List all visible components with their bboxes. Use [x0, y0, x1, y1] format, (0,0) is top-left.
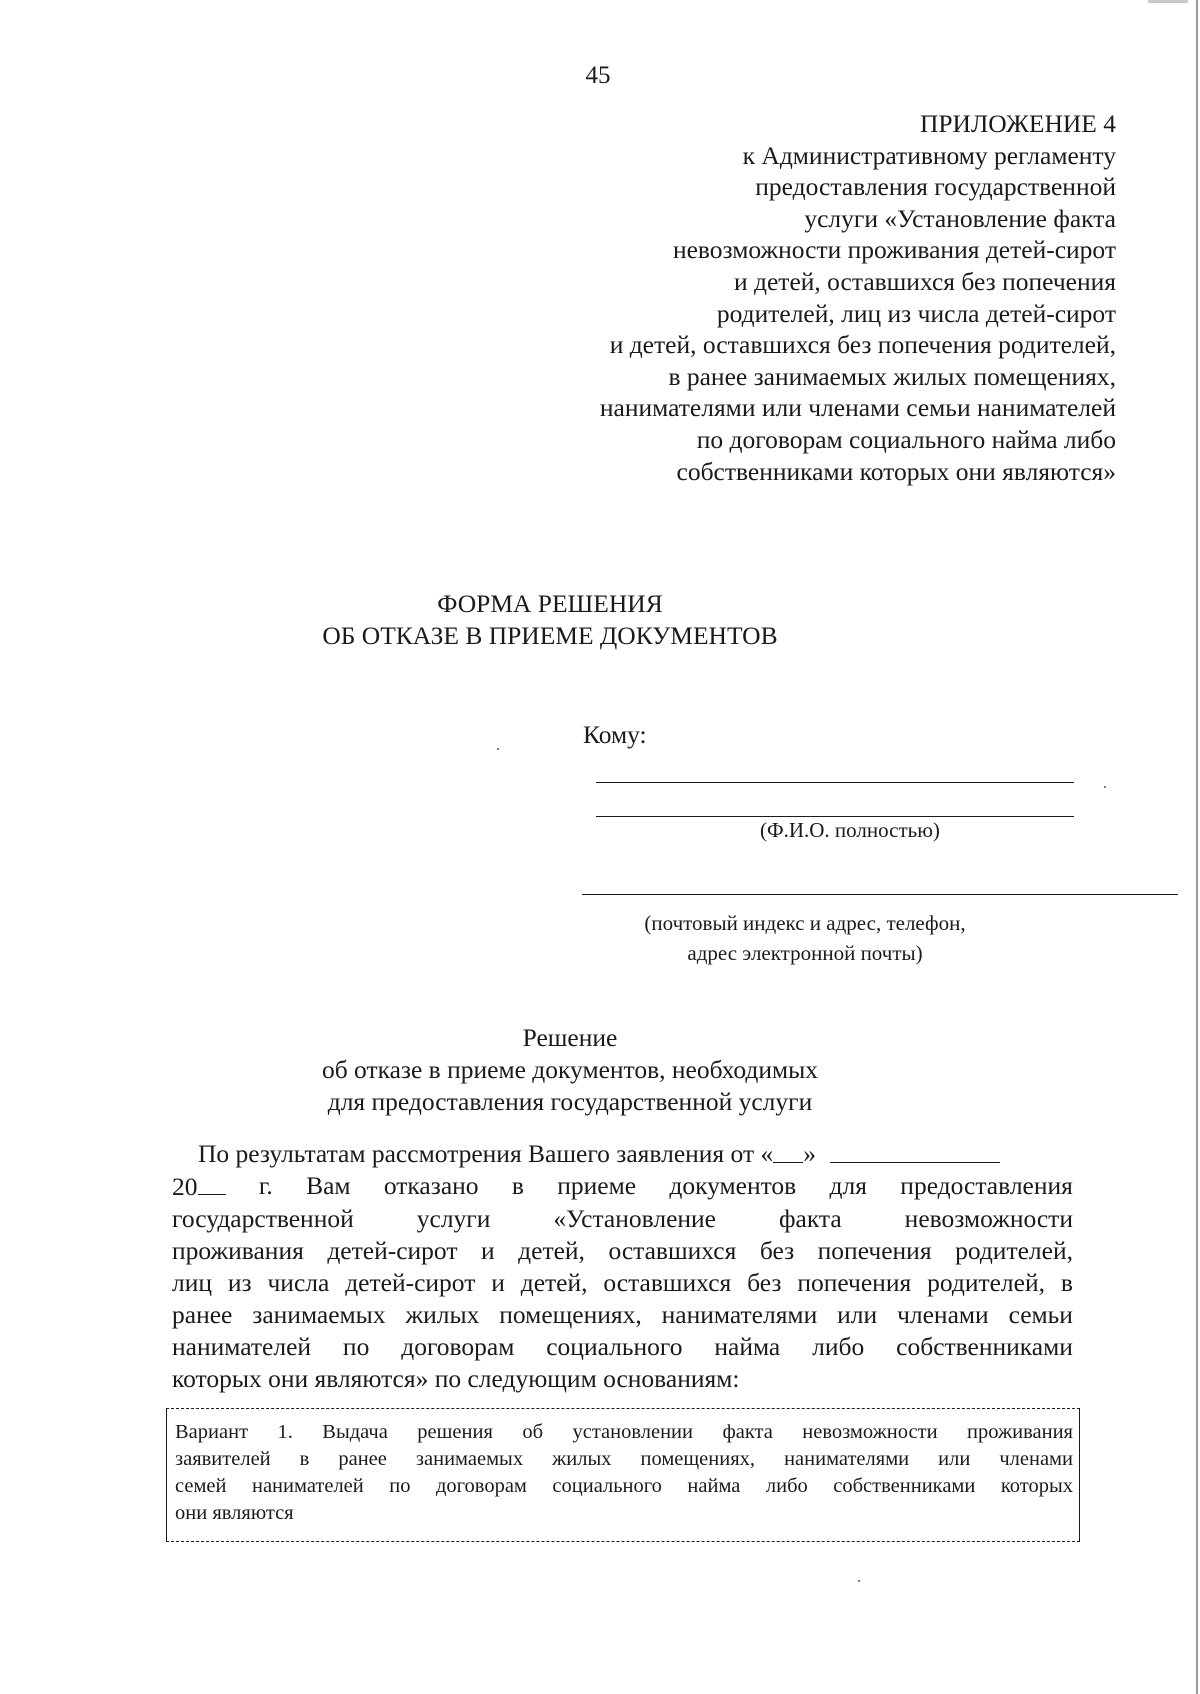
body-word: нанимателями [661, 1300, 818, 1329]
body-line-1 [172, 1138, 1073, 1170]
body-word: членами [897, 1300, 989, 1329]
variant-word: собственниками [833, 1475, 976, 1497]
body-word: детей, [518, 1236, 585, 1265]
variant-word: факта [722, 1421, 773, 1443]
form-title [0, 588, 1200, 652]
decision-subtitle-line2: для предоставления государственной услуги [327, 1087, 813, 1116]
variant-word: решения [417, 1421, 493, 1443]
body-word: документов [669, 1171, 797, 1200]
recipient-label: Кому: [583, 720, 647, 749]
body-word: детей-сирот [345, 1268, 476, 1297]
appendix-line: ПРИЛОЖЕНИЕ 4 [919, 109, 1116, 138]
body-word: приеме [557, 1171, 637, 1200]
address-hint-line2: адрес электронной почты) [687, 941, 923, 965]
body-word: числа [267, 1268, 330, 1297]
body-word: найма [714, 1332, 781, 1361]
variant-word: Вариант [175, 1421, 249, 1443]
variant-word: социального [552, 1475, 662, 1497]
year-blank[interactable] [198, 1170, 226, 1195]
variant-word: найма [687, 1475, 741, 1497]
body-word: детей-сирот [327, 1236, 458, 1265]
variant-word: договорам [435, 1475, 527, 1497]
month-blank[interactable] [830, 1138, 1000, 1163]
scan-speck [858, 1580, 860, 1582]
body-line-8-text: которых они являются» по следующим основаниям: [172, 1364, 740, 1393]
recipient-name-line-1[interactable] [596, 782, 1074, 783]
appendix-line: услуги «Установление факта [804, 203, 1116, 233]
body-word: проживания [172, 1236, 304, 1265]
body-word: невозможности [904, 1204, 1073, 1233]
body-word: «Установление [553, 1204, 716, 1233]
variant-word: помещениях, [640, 1448, 756, 1470]
body-word: занимаемых [252, 1300, 386, 1329]
variant-word: или [938, 1448, 971, 1470]
body-word: родителей, [927, 1268, 1045, 1297]
variant-line-1 [175, 1419, 1073, 1446]
body-word: или [837, 1300, 878, 1329]
variant-word: членами [999, 1448, 1073, 1470]
body-line-4 [172, 1235, 1073, 1267]
body-word: отказано [383, 1171, 479, 1200]
decision-subtitle-line1: об отказе в приеме документов, необходимых [321, 1055, 819, 1084]
recipient-name-line-2[interactable] [596, 816, 1074, 817]
body-word: Вам [306, 1171, 351, 1200]
address-hint-line1: (почтовый индекс и адрес, телефон, [644, 911, 966, 935]
appendix-line: невозможности проживания детей-сирот [672, 235, 1116, 265]
appendix-line: нанимателями или членами семьи нанимателей [599, 393, 1116, 423]
appendix-line: родителей, лиц из числа детей-сирот [716, 298, 1116, 328]
variant-word: семей [175, 1475, 227, 1497]
variant-line-4 [175, 1500, 1073, 1527]
body-word: лиц [172, 1268, 213, 1297]
appendix-line: к Административному регламенту [742, 140, 1116, 170]
body-word: в [511, 1171, 524, 1200]
appendix-line: и детей, оставшихся без попечения [733, 266, 1116, 296]
body-word: помещениях, [499, 1300, 642, 1329]
appendix-line: по договорам социального найма либо [696, 424, 1116, 454]
body-line-5 [172, 1267, 1073, 1299]
body-word: попечения [797, 1268, 912, 1297]
day-blank[interactable] [773, 1138, 803, 1163]
body-word: и [481, 1236, 495, 1265]
variant-word: по [389, 1475, 411, 1497]
page-number: 45 [585, 62, 611, 89]
scan-speck [1104, 786, 1106, 788]
variant-word: нанимателями [784, 1448, 910, 1470]
body-word: попечения [817, 1236, 932, 1265]
body-line-3 [172, 1203, 1073, 1235]
variant-word: ранее [338, 1448, 387, 1470]
appendix-line: в ранее занимаемых жилых помещениях, [668, 361, 1116, 391]
appendix-line: собственниками которых они являются» [676, 456, 1116, 486]
body-word: без [759, 1236, 795, 1265]
body-word: предоставления [900, 1171, 1073, 1200]
appendix-header [476, 108, 1116, 487]
scan-speck [497, 748, 499, 750]
year-field [172, 1170, 226, 1203]
form-title-line2: ОБ ОТКАЗЕ В ПРИЕМЕ ДОКУМЕНТОВ [322, 621, 778, 650]
body-word: ранее [172, 1300, 233, 1329]
body-word: государственной [172, 1204, 354, 1233]
variant-line-3 [175, 1473, 1073, 1500]
variant-word: невозможности [802, 1421, 938, 1443]
body-word: без [747, 1268, 782, 1297]
recipient-address-line[interactable] [582, 894, 1178, 895]
body-line-1-text: По результатам рассмотрения Вашего заявления от « [198, 1139, 774, 1168]
body-word: и [491, 1268, 505, 1297]
body-line-2 [172, 1170, 1073, 1203]
body-word: жилых [405, 1300, 480, 1329]
variant-word: либо [765, 1475, 808, 1497]
variant-word: которых [1000, 1475, 1073, 1497]
body-line-1-close: » [803, 1139, 816, 1168]
year-prefix: 20 [172, 1172, 198, 1201]
body-word: для [829, 1171, 867, 1200]
body-line-7 [172, 1331, 1073, 1363]
variant-line-4-text: они являются [175, 1502, 294, 1524]
decision-body [172, 1138, 1073, 1395]
body-word: оставшихся [608, 1236, 737, 1265]
body-word: социального [546, 1332, 683, 1361]
variant-word: в [299, 1448, 310, 1470]
variant-word: жилых [552, 1448, 612, 1470]
body-word: семьи [1008, 1300, 1073, 1329]
address-hint [585, 908, 1025, 968]
variant-word: нанимателей [251, 1475, 364, 1497]
body-word: либо [812, 1332, 865, 1361]
variant-word: 1. [277, 1421, 293, 1443]
body-word: детей, [520, 1268, 588, 1297]
appendix-line: и детей, оставшихся без попечения родителей, [609, 330, 1116, 360]
decision-title: Решение [522, 1023, 618, 1052]
body-word: нанимателей [172, 1332, 312, 1361]
body-word: в [1060, 1268, 1073, 1297]
variant-line-2 [175, 1446, 1073, 1473]
form-title-line1: ФОРМА РЕШЕНИЯ [437, 589, 663, 618]
body-word: факта [779, 1204, 842, 1233]
variant-box [166, 1408, 1080, 1542]
variant-word: Выдача [322, 1421, 388, 1443]
body-word: собственниками [896, 1332, 1073, 1361]
body-word: г. [258, 1171, 273, 1200]
body-line-8 [172, 1363, 1073, 1395]
body-word: услуги [416, 1204, 491, 1233]
body-word: по [342, 1332, 370, 1361]
appendix-line: предоставления государственной [755, 172, 1116, 202]
body-word: договорам [401, 1332, 515, 1361]
scan-edge-mark [1148, 0, 1188, 3]
variant-word: об [522, 1421, 544, 1443]
variant-word: заявителей [175, 1448, 271, 1470]
body-word: оставшихся [603, 1268, 732, 1297]
variant-word: занимаемых [415, 1448, 524, 1470]
variant-word: установлении [572, 1421, 693, 1443]
variant-word: проживания [967, 1421, 1073, 1443]
fio-hint: (Ф.И.О. полностью) [760, 818, 940, 842]
body-word: родителей, [955, 1236, 1073, 1265]
body-word: из [227, 1268, 252, 1297]
scan-edge [1196, 0, 1198, 1694]
body-line-6 [172, 1299, 1073, 1331]
variant-text [175, 1419, 1073, 1527]
decision-title-block [0, 1022, 1200, 1118]
